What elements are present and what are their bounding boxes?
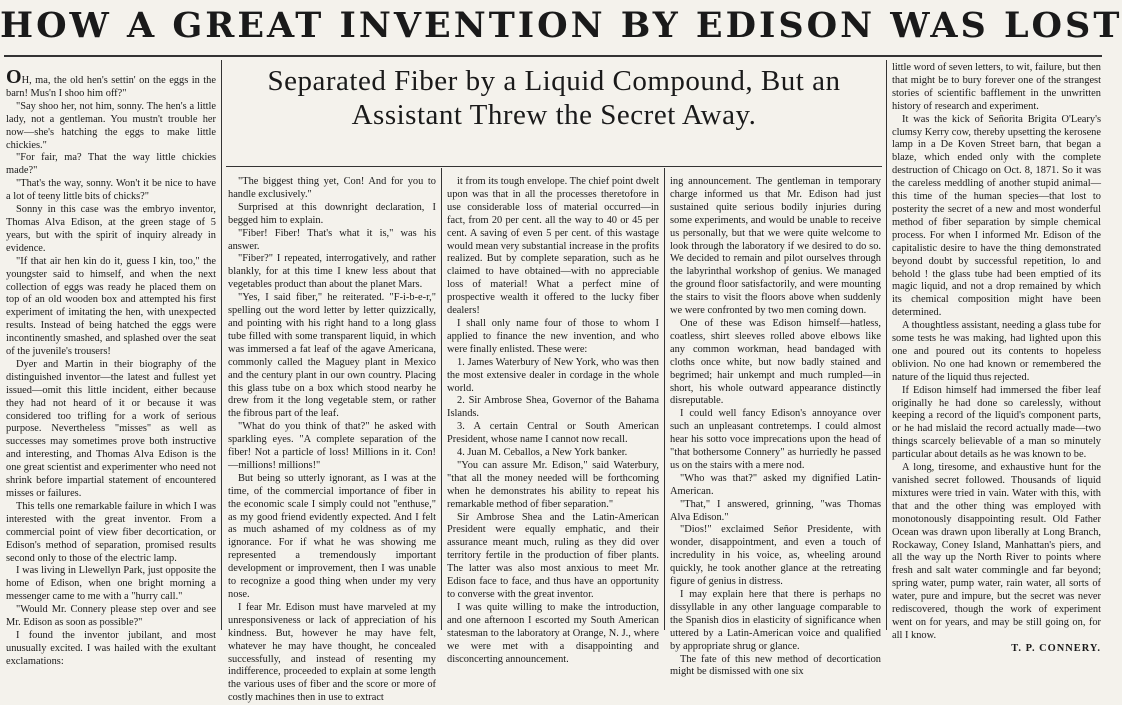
- paragraph: One of these was Edison himself—hatless, coatless, shirt sleeves rolled above elbows like any common workman, head bandaged with cloths once white, but now badly stained and begrimed; hair unkempt and much rumpled—in short, his whole outward appearance distinctly disreputable.: [670, 317, 881, 407]
- paragraph: I found the inventor jubilant, and most unusually excited. I was hailed with the exultant exclamations:: [6, 629, 216, 667]
- drop-cap: O: [6, 66, 22, 88]
- paragraph: Sonny in this case was the embryo inventor, Thomas Alva Edison, at the green stage of 5 years, but with the spirit of inquiry already in evidence.: [6, 204, 216, 254]
- paragraph: I fear Mr. Edison must have marveled at my unresponsiveness or lack of appreciation of his kindness. But, however he may have felt, whatever he may have thought, he concealed successfully, and instead of resenting my indifference, proceeded to explain at some length the various uses of fiber and the score or more of costly machines then in use to extract: [228, 601, 436, 704]
- paragraph: I was quite willing to make the introduction, and one afternoon I escorted my South American statesman to the laboratory at Orange, N. J., where we were met with a disappointing and disconcerting announcement.: [447, 601, 659, 665]
- paragraph: ing announcement. The gentleman in temporary charge informed us that Mr. Edison had just sustained quite serious bodily injuries during some experiments, and would be unable to receive us personally, but that we were quite welcome to look through the laboratory if we desired to do so. We decided to remain and pilot ourselves through the labyrinthal workshop of genius. We managed the ground floor satisfactorily, and were mounting the stairs to visit the floors above when suddenly we were confronted by two men coming down.: [670, 176, 881, 317]
- paragraph: "That," I answered, grinning, "was Thomas Alva Edison.": [670, 498, 881, 523]
- paragraph: Surprised at this downright declaration, I begged him to explain.: [228, 201, 436, 226]
- column-3: [447, 176, 659, 665]
- paragraph: 3. A certain Central or South American President, whose name I cannot now recall.: [447, 421, 659, 446]
- headline-rule: [4, 55, 1102, 57]
- paragraph: "The biggest thing yet, Con! And for you to handle exclusively.": [228, 176, 436, 200]
- deck-subheadline: Separated Fiber by a Liquid Compound, But an Assistant Threw the Secret Away.: [267, 65, 841, 131]
- paragraph: It was the kick of Señorita Brigita O'Leary's clumsy Kerry cow, thereby upsetting the kerosene lamp in a De Koven Street barn, that began a blaze, which ended only with the complete destruction of Chicago on Oct. 8, 1871. So it was the careless meddling of another stupid animal—this time of the human species—that lost to posterity the secret of a new and most wonderful method of fiber separation by simple chemical process. For when I informed Mr. Edison of the capitalistic desire to have the thing demonstrated beyond doubt by successful repetition, lo and behold ! the glass tube had been emptied of its magic liquid, and not a drop remained by which its chemical composition might have been determined.: [892, 113, 1101, 319]
- paragraph: A thoughtless assistant, needing a glass tube for some tests he was making, had lighted upon this one and poured out its contents to hopeless oblivion. No one had known or remembered the nature of the liquid thus rejected.: [892, 320, 1101, 383]
- column-rule: [441, 168, 442, 630]
- paragraph: "You can assure Mr. Edison," said Waterbury, "that all the money needed will be forthcoming when he demonstrates his ability to repeat his remarkable method of fiber separation.": [447, 459, 659, 510]
- paragraph: OH, ma, the old hen's settin' on the eggs in the barn! Mus'n I shoo him off?": [6, 66, 216, 99]
- paragraph: 2. Sir Ambrose Shea, Governor of the Bahama Islands.: [447, 395, 659, 420]
- paragraph: Sir Ambrose Shea and the Latin-American President were equally emphatic, and their assurance meant much, ruling as they did over territory fertile in the production of fiber plants. The latter was also most anxious to meet Mr. Edison face to face, and thus have an opportunity to converse with the great inventor.: [447, 511, 659, 600]
- paragraph: If Edison himself had immersed the fiber leaf originally he had done so carelessly, without keeping a record of the liquid's component parts, or he had mislaid the record actually made—two things scarcely believable of a man so minutely particular about details as he was known to be.: [892, 384, 1101, 461]
- paragraph: The fate of this new method of decortication might be dismissed with one six: [670, 653, 881, 678]
- column-2: [228, 176, 436, 704]
- headline: HOW A GREAT INVENTION BY EDISON WAS LOST: [0, 5, 1122, 46]
- paragraph: 4. Juan M. Ceballos, a New York banker.: [457, 447, 628, 459]
- paragraph: I was living in Llewellyn Park, just opposite the home of Edison, when one bright morning a messenger came to me with a "hurry call.": [6, 565, 216, 603]
- paragraph: I could well fancy Edison's annoyance over such an unpleasant contretemps. I could almost hear his sotto voce imprecations upon the head of "that bothersome Connery" as hurriedly he passed us on the stairs with a mere nod.: [670, 408, 881, 471]
- paragraph: This tells one remarkable failure in which I was interested with the great inventor. From a commercial point of view fiber decortication, or Edison's method of separation, promised results second only to those of the electric lamp.: [6, 500, 216, 564]
- paragraph: I may explain here that there is perhaps no dissyllable in any other language comparable to the Spanish dios in elasticity of significance when uttered by a Latin-American voice and qualified by appropriate shrug or glance.: [670, 589, 881, 652]
- paragraph: "Would Mr. Connery please step over and see Mr. Edison as soon as possible?": [6, 604, 216, 629]
- column-4: [670, 176, 881, 678]
- paragraph: "That's the way, sonny. Won't it be nice to have a lot of teeny little bits of chicks?": [6, 178, 216, 203]
- paragraph: 1. James Waterbury of New York, who was then the most extensive dealer in cordage in the whole world.: [447, 356, 659, 394]
- paragraph: "For fair, ma? That the way little chickies made?": [6, 152, 216, 177]
- paragraph: Dyer and Martin in their biography of the distinguished inventor—the latest and fullest yet issued—omit this little incident, either because they had not heard of it or because it was considered too trifling for a work of serious purpose. Nevertheless "misses" as well as successes may sometimes prove both instructive and interesting, and Thomas Alva Edison is the one great scientist and experimenter who need not shrink before impartial statement of encountered misses or failures.: [6, 358, 216, 499]
- paragraph: "Who was that?" asked my dignified Latin-American.: [670, 472, 881, 497]
- paragraph: "If that air hen kin do it, guess I kin, too," the youngster said to himself, and when the next collection of eggs was ready he placed them on top of an old wooden box and attempted his first experiment of imitating the hen, with unexpected results. Instead of being hatched the eggs were incontinently smashed, and splashed over the seat of the juvenile's trousers!: [6, 255, 216, 358]
- column-1: [6, 66, 216, 667]
- paragraph: "What do you think of that?" he asked with sparkling eyes. "A complete separation of the fiber! Not a particle of loss! Millions in it. Con!—millions! millions!": [228, 421, 436, 471]
- paragraph: "Yes, I said fiber," he reiterated. "F-i-b-e-r," spelling out the word letter by letter quizzically, and pointing with his right hand to a long glass tube filled with some transparent liquid, in which was immersed a fat leaf of the agave Americana, commonly called the Maguey plant in Mexico and the century plant in our own country. Placing this glass tube on a box which stood nearby he drew from it the long vegetable stem, or rather the fibrous part of the leaf.: [228, 292, 436, 420]
- deck-rule: [226, 166, 882, 167]
- column-rule: [664, 168, 665, 630]
- paragraph: I shall only name four of those to whom I applied to finance the new invention, and who were finally enlisted. These were:: [447, 317, 659, 355]
- paragraph: "Say shoo her, not him, sonny. The hen's a little lady, not a gentleman. You mustn't trouble her now—she's hatching the eggs to make little chickies.": [6, 100, 216, 151]
- paragraph: it from its tough envelope. The chief point dwelt upon was that in all the processes theretofore in use considerable loss of material occurred—in fact, from 20 per cent. all the way to 40 or 45 per cent. A saving of even 5 per cent. of this wastage would mean very substantial increase in the profits realized. But by complete separation, such as he claimed to have obtained—with no appreciable loss of material! What a perfect mine of prospective wealth it offered to the lucky fiber dealers!: [447, 176, 659, 317]
- paragraph: "Fiber! Fiber! That's what it is," was his answer.: [228, 227, 436, 252]
- paragraph: "Dios!" exclaimed Señor Presidente, with wonder, disappointment, and even a touch of incredulity in his voice, as, wheeling around quickly, he took another glance at the retreating figure of genius in distress.: [670, 524, 881, 588]
- column-5: [892, 62, 1101, 654]
- paragraph: "Fiber?" I repeated, interrogatively, and rather blankly, for at this time I knew less about that vegetables product than about the planet Mars.: [228, 253, 436, 291]
- paragraph: But being so utterly ignorant, as I was at the time, of the commercial importance of fiber in the economic scale I simply could not "enthuse," as my good friend evidently expected. And I felt as much ashamed of my coldness as of my ignorance. For if what he was showing me represented a tremendously important development or improvement, then I was unable to recognize a good thing when under my very nose.: [228, 472, 436, 600]
- paragraph: little word of seven letters, to wit, failure, but then that might be to bury forever one of the strangest stories of scientific bafflement in the unwritten history of research and experiment.: [892, 62, 1101, 112]
- author-signature: T. P. CONNERY.: [1011, 642, 1101, 654]
- paragraph: A long, tiresome, and exhaustive hunt for the vanished secret followed. Thousands of liquid mixtures were tried in vain. Water with this, with that and the other thing was employed with monotonously disappointing result. Old Father Ocean was drawn upon liberally at Long Branch, Rockaway, Coney Island, Manhattan's piers, and all the way up the North River to points where fresh and salt water commingle and far beyond; spring water, pump water, rain water, all sorts of water, pure and impure, but the secret was never rediscovered, though the work of experiment went on for years, and may be still going on, for all I know.: [892, 462, 1101, 641]
